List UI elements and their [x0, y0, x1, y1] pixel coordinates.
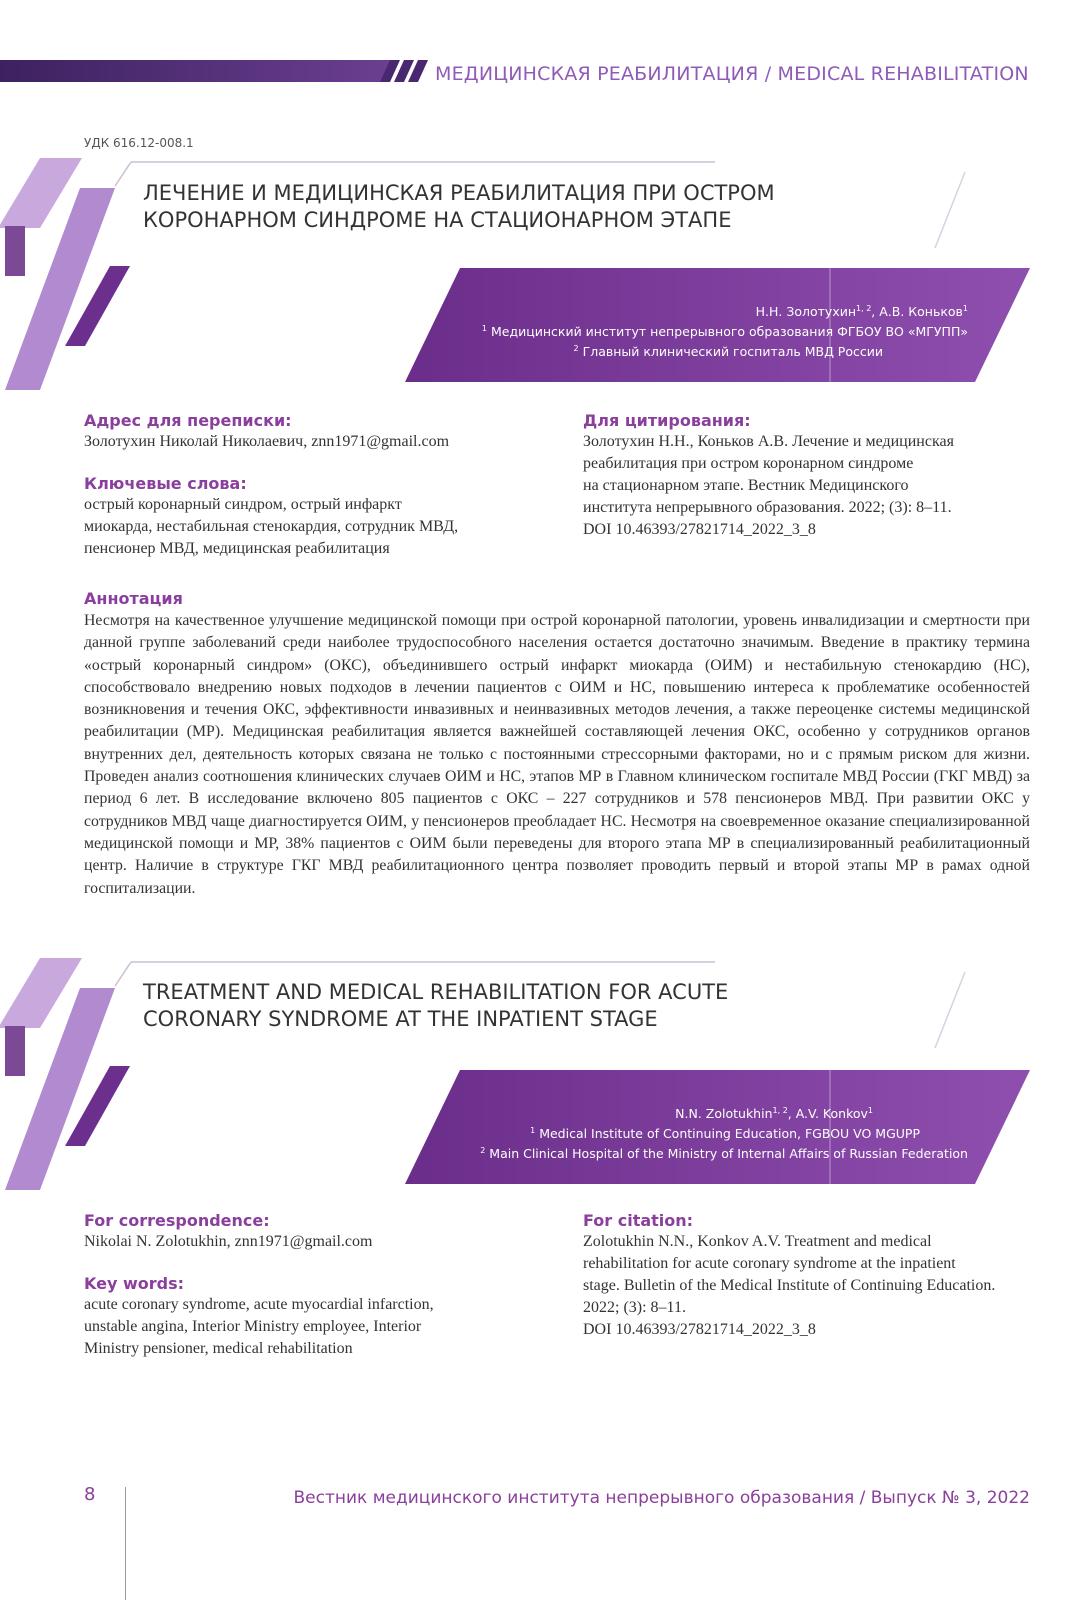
en-authors: N.N. Zolotukhin$^{1, 2}$, A.V. Konkov$^1$ [675, 1106, 873, 1122]
ru-authors: Н.Н. Золотухин$^{1, 2}$, А.В. Коньков$^1$ [755, 304, 968, 320]
en-title-line1: TREATMENT AND MEDICAL REHABILITATION FOR ACUTE [143, 980, 729, 1004]
footer-divider [125, 1487, 126, 1600]
en-keywords-text: acute coronary syndrome, acute myocardial infarction, unstable angina, Interior Ministry employee, Interior Ministry pensioner, medical rehabilitation [84, 1296, 434, 1357]
ru-right-column [583, 411, 1033, 541]
ru-keywords-text: острый коронарный синдром, острый инфаркт миокарда, нестабильная стенокардия, сотрудник МВД, пенсионер МВД, медицинская реабилитация [84, 496, 459, 557]
ru-keywords-label: Ключевые слова: [84, 474, 247, 493]
ru-correspondence-label: Адрес для переписки: [84, 411, 292, 430]
ru-article-title [143, 180, 775, 234]
en-affiliation-1: $^1$ Medical Institute of Continuing Education, FGBOU VO MGUPP [530, 1126, 920, 1142]
ru-authors-block [482, 300, 968, 360]
abstract-label: Аннотация [84, 589, 183, 608]
page-number: 8 [84, 1484, 96, 1505]
udk-code: УДК 616.12-008.1 [84, 136, 194, 150]
en-correspondence-label: For correspondence: [84, 1211, 270, 1230]
ru-citation-label: Для цитирования: [583, 411, 751, 430]
ru-correspondence-text: Золотухин Николай Николаевич, znn1971@gmail.com [84, 433, 450, 450]
ru-title-line1: ЛЕЧЕНИЕ И МЕДИЦИНСКАЯ РЕАБИЛИТАЦИЯ ПРИ ОСТРОМ [143, 181, 775, 205]
en-correspondence-text: Nikolai N. Zolotukhin, znn1971@gmail.com [84, 1233, 373, 1250]
en-title-line2: CORONARY SYNDROME AT THE INPATIENT STAGE [143, 1007, 658, 1031]
journal-footer: Вестник медицинского института непрерывного образования / Выпуск № 3, 2022 [293, 1488, 1030, 1508]
en-left-column [84, 1211, 544, 1360]
en-citation-label: For citation: [583, 1211, 694, 1230]
header-slashes [380, 60, 430, 82]
ru-title-line2: КОРОНАРНОМ СИНДРОМЕ НА СТАЦИОНАРНОМ ЭТАПЕ [143, 208, 732, 232]
ru-affiliation-1: $^1$ Медицинский институт непрерывного образования ФГБОУ ВО «МГУПП» [481, 324, 968, 340]
en-article-title [143, 979, 728, 1033]
en-authors-block [480, 1102, 968, 1162]
abstract-text: Несмотря на качественное улучшение медицинской помощи при острой коронарной патологии, уровень инвалидизации и смертности при данной группе заболеваний среди наиболее трудоспособного населения остается достаточно значимым. Введение в практику термина «острый коронарный синдром» (ОКС), объединившего острый инфаркт миокарда (ОИМ) и нестабильную стенокардию (НС), способствовало внедрению новых подходов в лечении пациентов с ОИМ и НС, повышению интереса к проблематике особенностей возникновения и течения ОКС, эффективности инвазивных и неинвазивных методов лечения, а также переоценке системы медицинской реабилитации (МР). Медицинская реабилитация является важнейшей составляющей лечения ОКС, особенно у сотрудников органов внутренних дел, деятельность которых связана не только с постоянными стрессорными факторами, но и с прямым риском для жизни. Проведен анализ соотношения клинических случаев ОИМ и НС, этапов МР в Главном клиническом госпитале МВД России (ГКГ МВД) за период 6 лет. В исследование включено 805 пациентов с ОКС – 227 сотрудников и 578 пенсионеров МВД. При развитии ОКС у сотрудников МВД чаще диагностируется ОИМ, у пенсионеров преобладает НС. Несмотря на своевременное оказание специализированной медицинской помощи и МР, 38% пациентов с ОИМ были переведены для второго этапа МР в специализированный реабилитационный центр. Наличие в структуре ГКГ МВД реабилитационного центра позволяет проводить первый и второй этапы МР в рамах одной госпитализации. [84, 612, 1030, 897]
en-affiliation-2: $^2$ Main Clinical Hospital of the Ministry of Internal Affairs of Russian Federation [480, 1146, 968, 1162]
ru-citation-text: Золотухин Н.Н., Коньков А.В. Лечение и медицинская реабилитация при остром коронарном синдроме на стационарном этапе. Вестник Медицинского института непрерывного образования. 2022; (3): 8–11. DOI 10.46393/27821714_2022_3_8 [583, 433, 954, 538]
en-citation-text: Zolotukhin N.N., Konkov A.V. Treatment and medical rehabilitation for acute coronary syndrome at the inpatient stage. Bulletin of the Medical Institute of Continuing Education. 2022; (3): 8–11. DOI 10.46393/27821714_2022_3_8 [583, 1233, 996, 1338]
section-header-title: МЕДИЦИНСКАЯ РЕАБИЛИТАЦИЯ / MEDICAL REHABILITATION [435, 63, 1029, 85]
ru-affiliation-2: $^2$ Главный клинический госпиталь МВД России [573, 344, 883, 360]
header-band [0, 60, 390, 82]
en-right-column [583, 1211, 1038, 1341]
en-keywords-label: Key words: [84, 1274, 185, 1293]
ru-left-column [84, 411, 544, 560]
